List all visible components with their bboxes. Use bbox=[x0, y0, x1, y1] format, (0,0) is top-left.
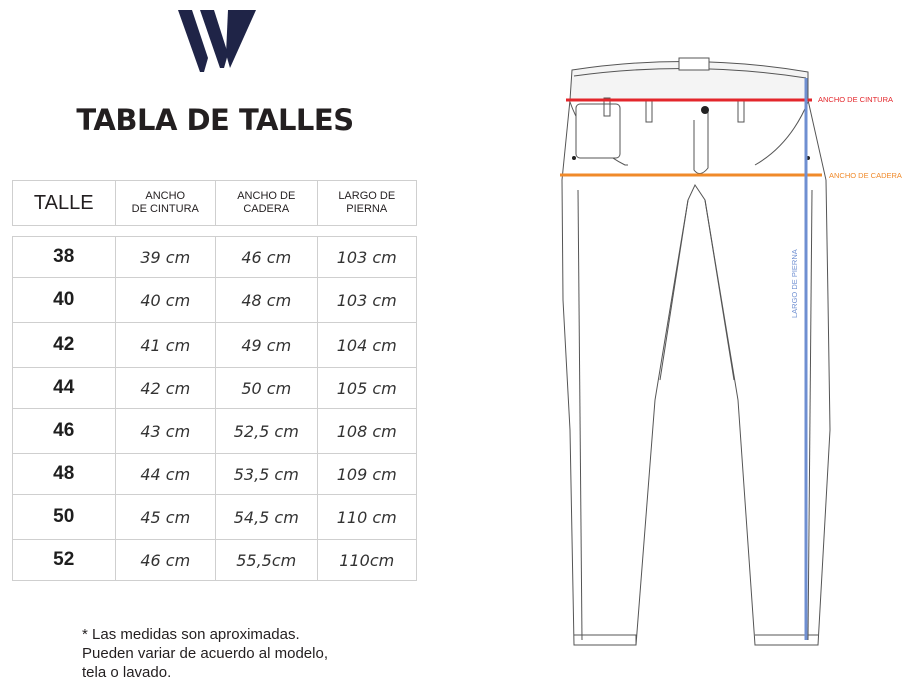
leg-cell: 109 cm bbox=[317, 454, 417, 494]
waist-cell: 46 cm bbox=[115, 540, 216, 580]
waist-cell: 43 cm bbox=[115, 409, 216, 453]
page-title: TABLA DE TALLES bbox=[76, 103, 354, 137]
size-cell: 40 bbox=[53, 289, 75, 310]
hip-cell: 52,5 cm bbox=[215, 409, 317, 453]
hip-cell: 55,5cm bbox=[215, 540, 317, 580]
size-table bbox=[12, 180, 417, 581]
waist-label: ANCHO DE CINTURA bbox=[818, 95, 894, 104]
waist-cell: 45 cm bbox=[115, 495, 216, 539]
header-largo-pierna: LARGO DE PIERNA bbox=[317, 181, 417, 225]
header-ancho-cadera: ANCHO DE CADERA bbox=[215, 181, 317, 225]
leg-cell: 110 cm bbox=[317, 495, 417, 539]
header-ancho-cintura: ANCHO DE CINTURA bbox=[115, 181, 216, 225]
size-cell: 48 bbox=[53, 463, 75, 484]
hip-label: ANCHO DE CADERA bbox=[829, 171, 902, 180]
hip-cell: 54,5 cm bbox=[215, 495, 317, 539]
leg-cell: 108 cm bbox=[317, 409, 417, 453]
leg-cell: 103 cm bbox=[317, 237, 417, 277]
table-row bbox=[12, 236, 417, 278]
table-row bbox=[12, 409, 417, 454]
waist-cell: 41 cm bbox=[115, 323, 216, 367]
leg-cell: 105 cm bbox=[317, 368, 417, 408]
hip-cell: 46 cm bbox=[215, 237, 317, 277]
size-cell: 50 bbox=[53, 506, 75, 527]
waist-cell: 40 cm bbox=[115, 278, 216, 322]
table-header bbox=[12, 180, 417, 226]
table-row bbox=[12, 368, 417, 409]
waist-cell: 39 cm bbox=[115, 237, 216, 277]
header-talle: TALLE bbox=[33, 191, 94, 214]
table-row bbox=[12, 278, 417, 323]
leg-cell: 103 cm bbox=[317, 278, 417, 322]
size-cell: 46 bbox=[53, 420, 75, 441]
w-logo-icon bbox=[178, 10, 256, 72]
table-row bbox=[12, 323, 417, 368]
pants-diagram bbox=[540, 46, 915, 656]
leg-cell: 104 cm bbox=[317, 323, 417, 367]
waist-cell: 44 cm bbox=[115, 454, 216, 494]
disclaimer-note: * Las medidas son aproximadas. Pueden variar de acuerdo al modelo, tela o lavado. bbox=[82, 626, 328, 681]
hip-cell: 53,5 cm bbox=[215, 454, 317, 494]
hip-cell: 48 cm bbox=[215, 278, 317, 322]
leg-label: LARGO DE PIERNA bbox=[790, 249, 799, 318]
hip-cell: 49 cm bbox=[215, 323, 317, 367]
size-cell: 38 bbox=[53, 246, 75, 267]
table-row bbox=[12, 540, 417, 581]
table-row bbox=[12, 495, 417, 540]
table-row bbox=[12, 454, 417, 495]
size-cell: 44 bbox=[53, 377, 75, 398]
leg-cell: 110cm bbox=[317, 540, 417, 580]
size-cell: 52 bbox=[53, 549, 75, 570]
waist-cell: 42 cm bbox=[115, 368, 216, 408]
hip-cell: 50 cm bbox=[215, 368, 317, 408]
size-cell: 42 bbox=[53, 334, 75, 355]
